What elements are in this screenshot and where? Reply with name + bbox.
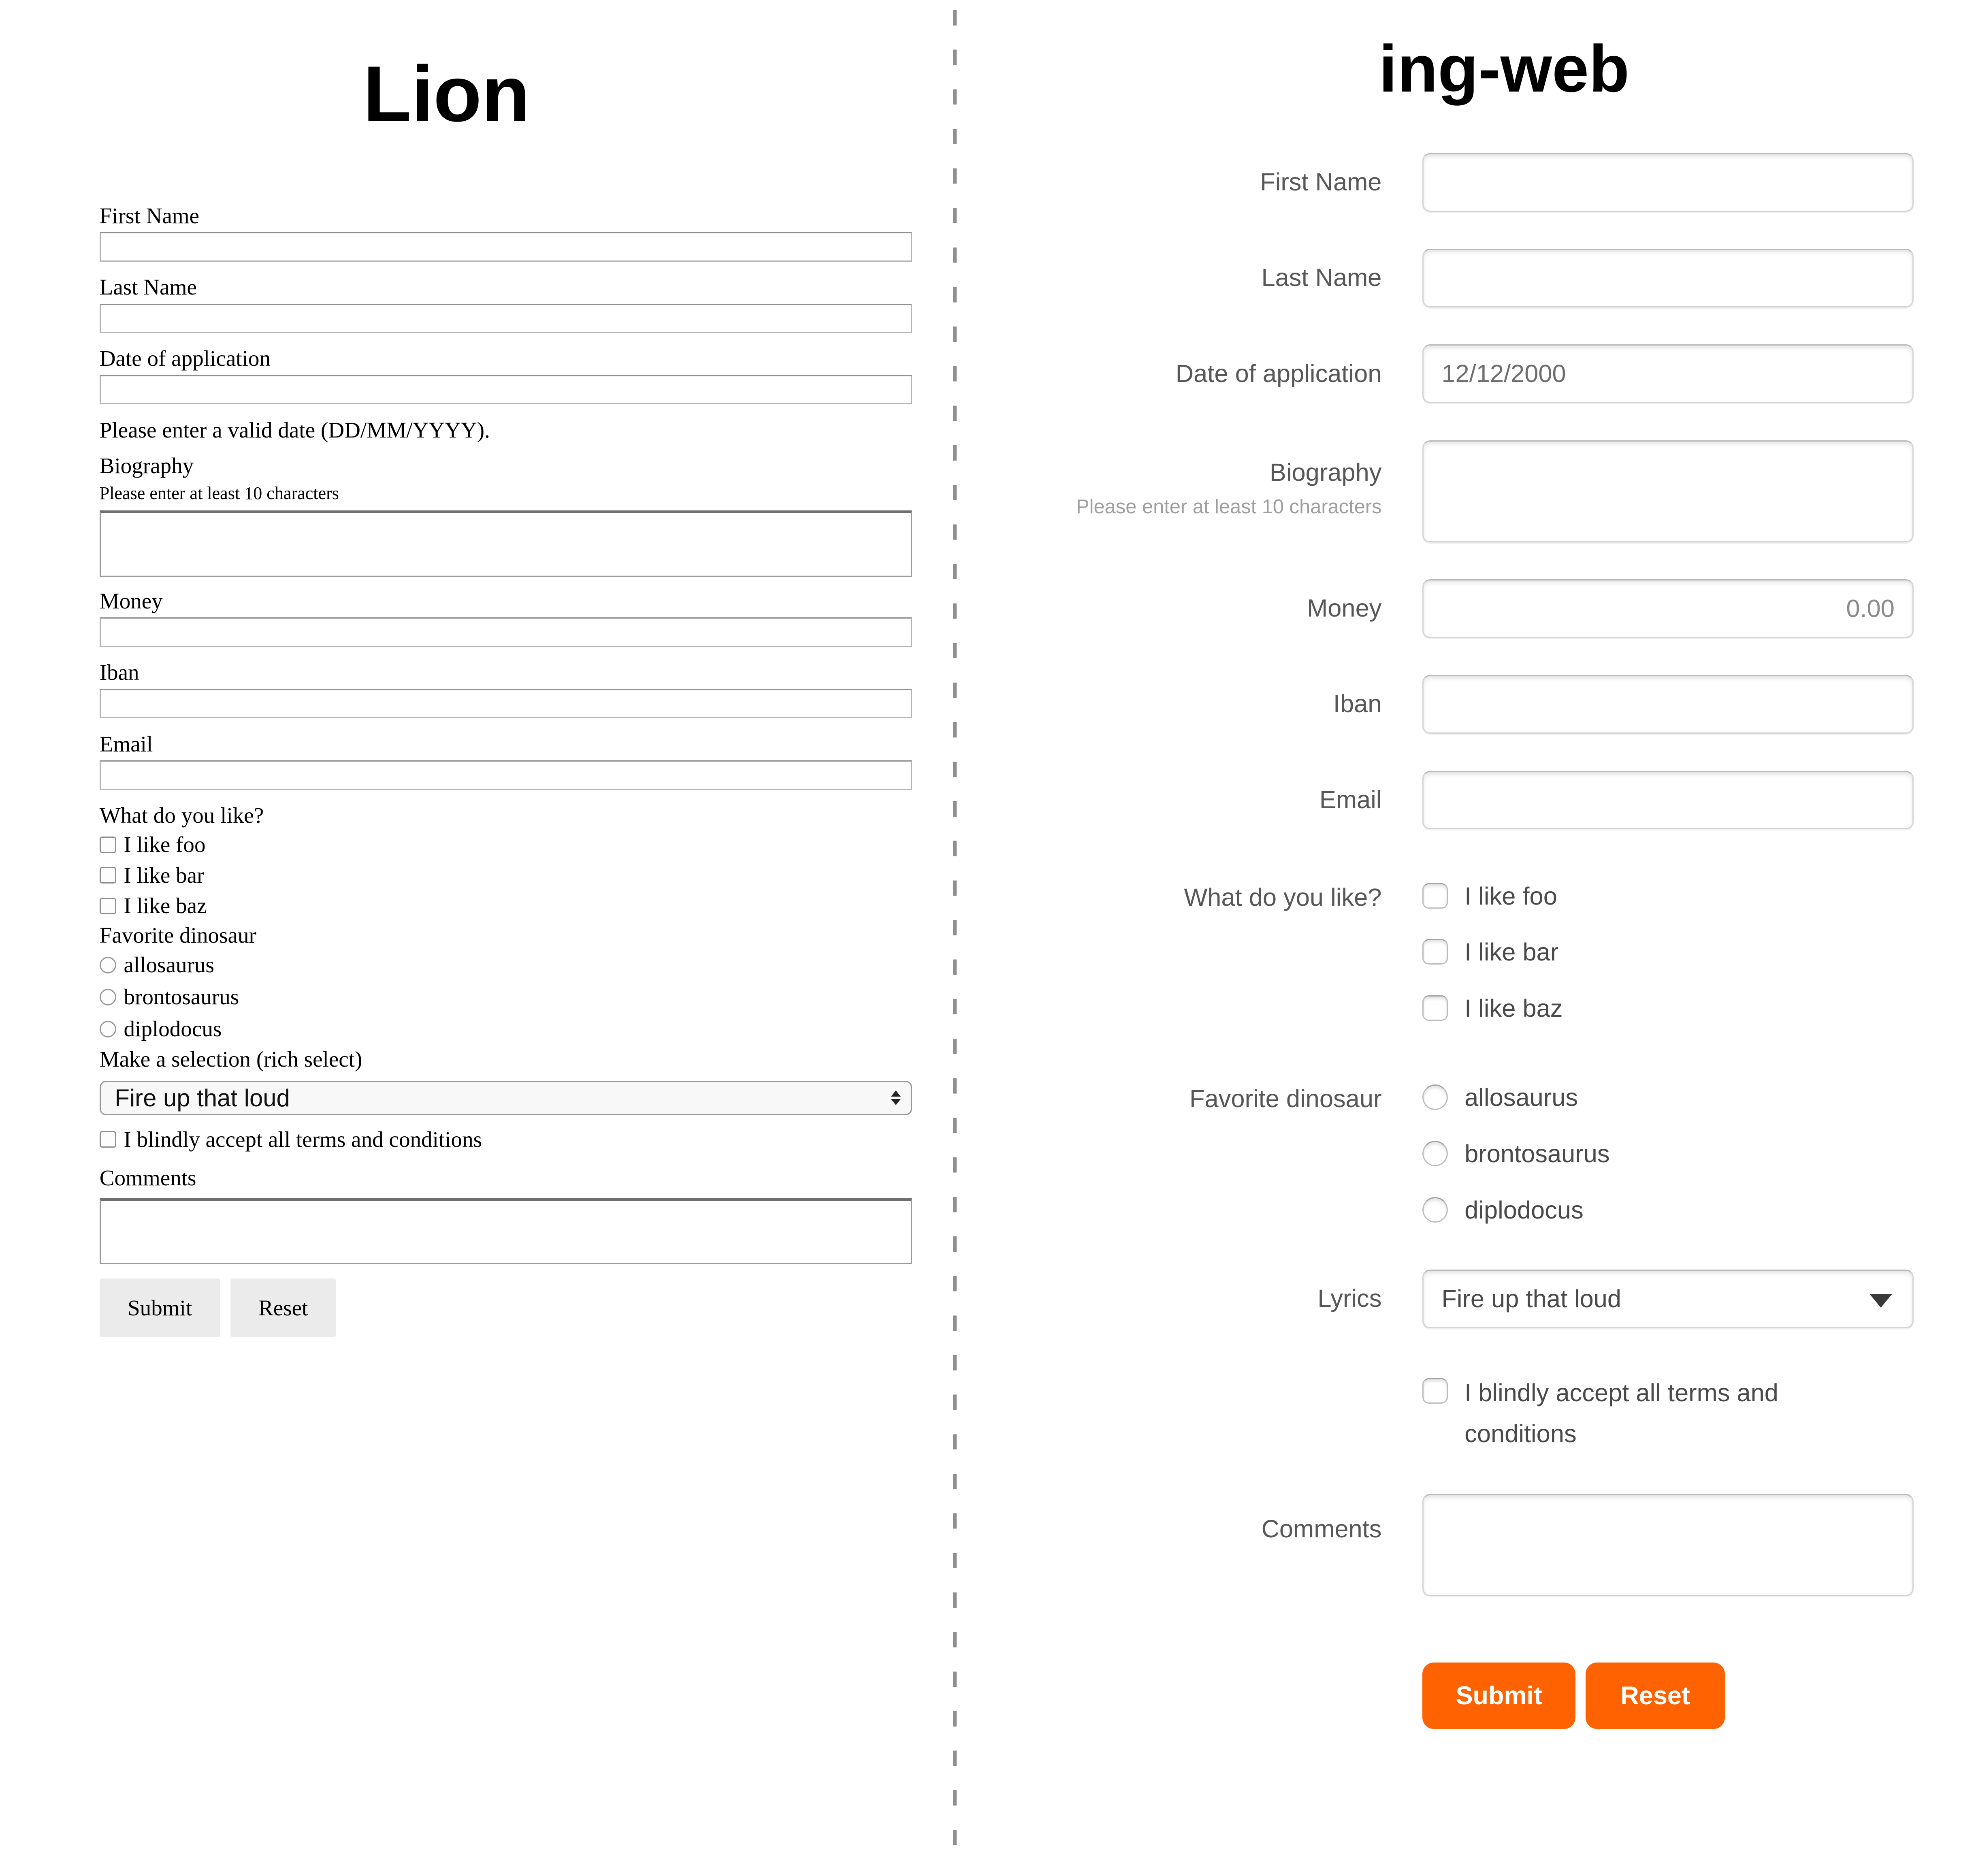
dropdown-arrow-icon — [1869, 1294, 1892, 1308]
dinosaur-diplodocus-option[interactable] — [100, 1013, 912, 1045]
allosaurus-label: allosaurus — [1464, 1084, 1578, 1112]
brontosaurus-label: brontosaurus — [1464, 1140, 1610, 1168]
first-name-input[interactable] — [1422, 153, 1914, 212]
rich-select[interactable] — [100, 1081, 912, 1115]
like-bar-option[interactable] — [100, 860, 912, 891]
ing-button-group — [1422, 1663, 1725, 1729]
email-input[interactable] — [100, 760, 912, 790]
lion-last-name-group — [100, 273, 912, 333]
lion-pane — [0, 0, 957, 1337]
last-name-input[interactable] — [100, 304, 912, 333]
rich-select-value: Fire up that loud — [115, 1084, 290, 1112]
comments-row — [961, 1494, 1976, 1596]
like-foo-option[interactable] — [100, 829, 912, 860]
biography-textarea[interactable] — [1422, 440, 1914, 542]
biography-helper: Please enter at least 10 characters — [1076, 496, 1382, 518]
ing-web-pane — [961, 0, 1976, 1766]
money-input[interactable] — [1422, 579, 1914, 638]
submit-button[interactable]: Submit — [1422, 1663, 1575, 1729]
lyrics-select[interactable] — [1422, 1270, 1914, 1328]
checkbox-icon[interactable] — [100, 867, 116, 884]
date-input[interactable] — [100, 375, 912, 404]
allosaurus-label: allosaurus — [124, 952, 214, 977]
radio-icon[interactable] — [100, 1021, 116, 1037]
lion-comments-group — [100, 1164, 912, 1265]
date-label: Date of application — [1175, 359, 1382, 388]
last-name-label: Last Name — [99, 275, 197, 300]
biography-label: Biography — [1269, 458, 1382, 487]
likes-group-label: What do you like? — [1184, 883, 1382, 911]
comments-label: Comments — [1261, 1515, 1382, 1543]
checkbox-icon[interactable] — [100, 837, 116, 853]
email-row — [961, 771, 1976, 830]
first-name-input[interactable] — [100, 232, 912, 261]
iban-input[interactable] — [100, 689, 912, 718]
like-foo-label: I like foo — [1464, 882, 1557, 910]
comments-label: Comments — [99, 1165, 196, 1190]
like-foo-option[interactable] — [1422, 883, 1562, 910]
email-input[interactable] — [1422, 771, 1914, 830]
terms-option[interactable] — [1422, 1378, 1847, 1460]
biography-label: Biography — [99, 453, 194, 478]
last-name-row — [961, 249, 1976, 307]
iban-label: Iban — [99, 660, 139, 685]
likes-options — [1422, 883, 1562, 1022]
like-bar-option[interactable] — [1422, 939, 1562, 966]
dinosaur-brontosaurus-option[interactable] — [1422, 1141, 1609, 1167]
email-label: Email — [99, 731, 153, 756]
diplodocus-label: diplodocus — [124, 1016, 222, 1041]
money-row — [961, 579, 1976, 638]
checkbox-icon[interactable] — [1422, 1378, 1448, 1404]
like-baz-option[interactable] — [100, 890, 912, 921]
terms-label: I blindly accept all terms and conditions — [124, 1127, 482, 1152]
lyrics-select-value: Fire up that loud — [1441, 1285, 1622, 1313]
dinosaur-allosaurus-option[interactable] — [100, 949, 912, 981]
reset-button[interactable]: Reset — [230, 1278, 336, 1337]
first-name-label: First Name — [99, 203, 200, 228]
rich-select-label: Make a selection (rich select) — [99, 1046, 362, 1071]
radio-icon[interactable] — [100, 957, 116, 973]
date-label: Date of application — [99, 346, 271, 371]
date-input[interactable] — [1422, 344, 1914, 403]
biography-label-column — [961, 440, 1382, 519]
checkbox-icon[interactable] — [1422, 995, 1448, 1021]
brontosaurus-label: brontosaurus — [124, 984, 239, 1009]
checkbox-icon[interactable] — [1422, 883, 1448, 909]
money-input[interactable] — [100, 617, 912, 647]
radio-icon[interactable] — [100, 989, 116, 1005]
checkbox-icon[interactable] — [1422, 939, 1448, 965]
iban-row — [961, 675, 1976, 734]
checkbox-icon[interactable] — [100, 1131, 116, 1148]
dinosaur-allosaurus-option[interactable] — [1422, 1084, 1609, 1111]
terms-option[interactable] — [100, 1124, 912, 1155]
money-label: Money — [99, 588, 163, 613]
biography-helper: Please enter at least 10 characters — [99, 483, 339, 503]
checkbox-icon[interactable] — [100, 898, 116, 914]
chevron-down-icon — [891, 1099, 901, 1105]
last-name-label: Last Name — [1261, 264, 1382, 292]
comments-label-column — [961, 1494, 1382, 1544]
reset-button[interactable]: Reset — [1586, 1663, 1724, 1729]
lion-title: Lion — [363, 50, 530, 139]
radio-icon[interactable] — [1422, 1141, 1448, 1166]
date-row — [961, 344, 1976, 403]
lion-first-name-group — [100, 202, 912, 262]
lion-biography-group — [100, 452, 912, 577]
lyrics-label: Lyrics — [1317, 1285, 1382, 1313]
lion-form — [100, 202, 912, 1337]
ing-web-title: ing-web — [1379, 31, 1630, 106]
dinosaur-row — [961, 1084, 1976, 1223]
diplodocus-label: diplodocus — [1464, 1196, 1584, 1224]
dinosaur-diplodocus-option[interactable] — [1422, 1197, 1609, 1224]
last-name-input[interactable] — [1422, 249, 1914, 307]
money-label: Money — [1307, 594, 1382, 623]
dinosaur-brontosaurus-option[interactable] — [100, 981, 912, 1013]
first-name-label: First Name — [1260, 168, 1382, 196]
lion-money-group — [100, 587, 912, 647]
email-label: Email — [1319, 785, 1382, 814]
likes-group-label: What do you like? — [99, 803, 264, 828]
radio-icon[interactable] — [1422, 1084, 1448, 1110]
dinosaur-group-label: Favorite dinosaur — [99, 923, 256, 948]
iban-input[interactable] — [1422, 675, 1914, 734]
like-bar-label: I like bar — [1464, 938, 1559, 967]
lion-date-group — [100, 344, 912, 444]
submit-button[interactable]: Submit — [100, 1278, 220, 1337]
lyrics-row — [961, 1270, 1976, 1328]
buttons-row — [961, 1663, 1976, 1729]
like-baz-label: I like baz — [1464, 994, 1563, 1022]
select-spinner-icon — [891, 1082, 901, 1114]
ing-web-form — [961, 153, 1976, 1729]
dinosaur-group-label: Favorite dinosaur — [1189, 1085, 1382, 1113]
like-baz-label: I like baz — [124, 893, 207, 918]
chevron-up-icon — [891, 1091, 901, 1097]
like-bar-label: I like bar — [124, 862, 205, 888]
iban-label: Iban — [1333, 690, 1382, 718]
likes-row — [961, 883, 1976, 1022]
terms-row — [961, 1378, 1976, 1460]
comments-textarea[interactable] — [100, 1198, 912, 1265]
comments-textarea[interactable] — [1422, 1494, 1914, 1596]
radio-icon[interactable] — [1422, 1197, 1448, 1223]
biography-row — [961, 440, 1976, 542]
date-validation-message: Please enter a valid date (DD/MM/YYYY). — [99, 417, 490, 442]
terms-label: I blindly accept all terms and conditions — [1464, 1379, 1778, 1448]
like-baz-option[interactable] — [1422, 995, 1562, 1022]
first-name-row — [961, 153, 1976, 212]
dashed-divider — [953, 10, 957, 1865]
lion-email-group — [100, 730, 912, 790]
like-foo-label: I like foo — [124, 832, 206, 857]
lion-button-row — [100, 1278, 912, 1337]
dinosaur-options — [1422, 1084, 1609, 1223]
biography-textarea[interactable] — [100, 510, 912, 577]
lion-iban-group — [100, 658, 912, 718]
